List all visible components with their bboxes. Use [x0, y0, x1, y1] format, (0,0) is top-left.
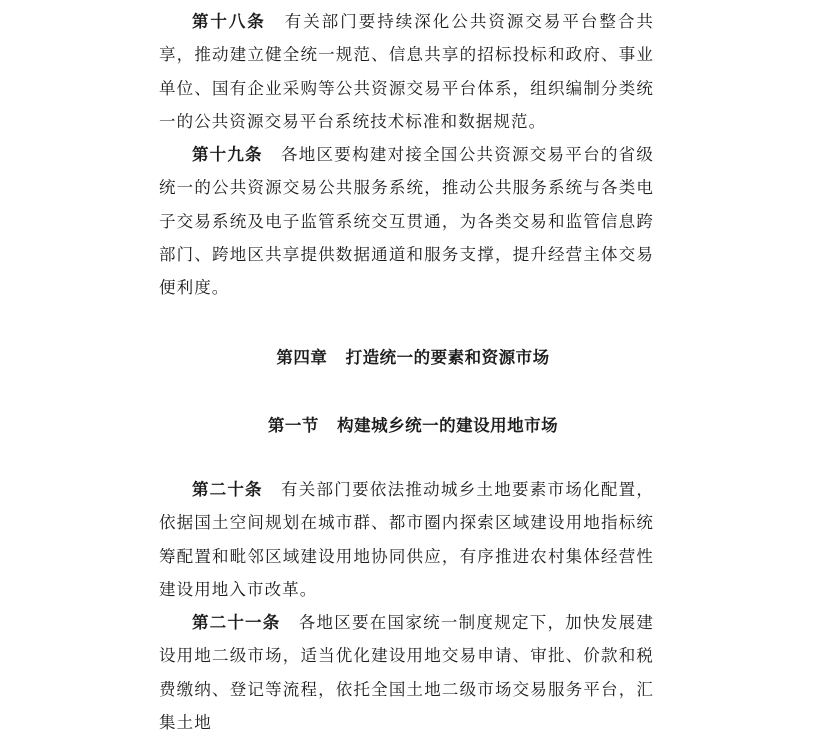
chapter-heading — [0, 344, 826, 368]
article-label: 第二十一条 — [192, 613, 281, 632]
article-label: 第十八条 — [192, 12, 266, 31]
article-text: 各地区要在国家统一制度规定下，加快发展建设用地二级市场，适当优化建设用地交易申请、审批、价款和税费缴纳、登记等流程，依托全国土地二级市场交易服务平台，汇集土地 — [159, 613, 655, 732]
article-18 — [159, 5, 654, 138]
article-label: 第二十条 — [192, 480, 263, 499]
section-title: 构建城乡统一的建设用地市场 — [337, 416, 559, 435]
article-19 — [159, 138, 654, 304]
article-20 — [159, 473, 654, 606]
section-heading — [0, 412, 826, 436]
chapter-number: 第四章 — [276, 348, 328, 367]
article-text: 有关部门要持续深化公共资源交易平台整合共享，推动建立健全统一规范、信息共享的招标投标和政府、事业单位、国有企业采购等公共资源交易平台体系，组织编制分类统一的公共资源交易平台系统技术标准和数据规范。 — [159, 12, 655, 131]
article-label: 第十九条 — [192, 145, 263, 164]
section-number: 第一节 — [267, 416, 319, 435]
article-21 — [159, 606, 654, 739]
chapter-title: 打造统一的要素和资源市场 — [345, 348, 550, 367]
article-text: 有关部门要依法推动城乡土地要素市场化配置，依据国土空间规划在城市群、都市圈内探索区域建设用地指标统筹配置和毗邻区域建设用地协同供应，有序推进农村集体经营性建设用地入市改革。 — [159, 480, 654, 599]
article-text: 各地区要构建对接全国公共资源交易平台的省级统一的公共资源交易公共服务系统，推动公共服务系统与各类电子交易系统及电子监管系统交互贯通，为各类交易和监管信息跨部门、跨地区共享提供数据通道和服务支撑，提升经营主体交易便利度。 — [159, 145, 654, 298]
